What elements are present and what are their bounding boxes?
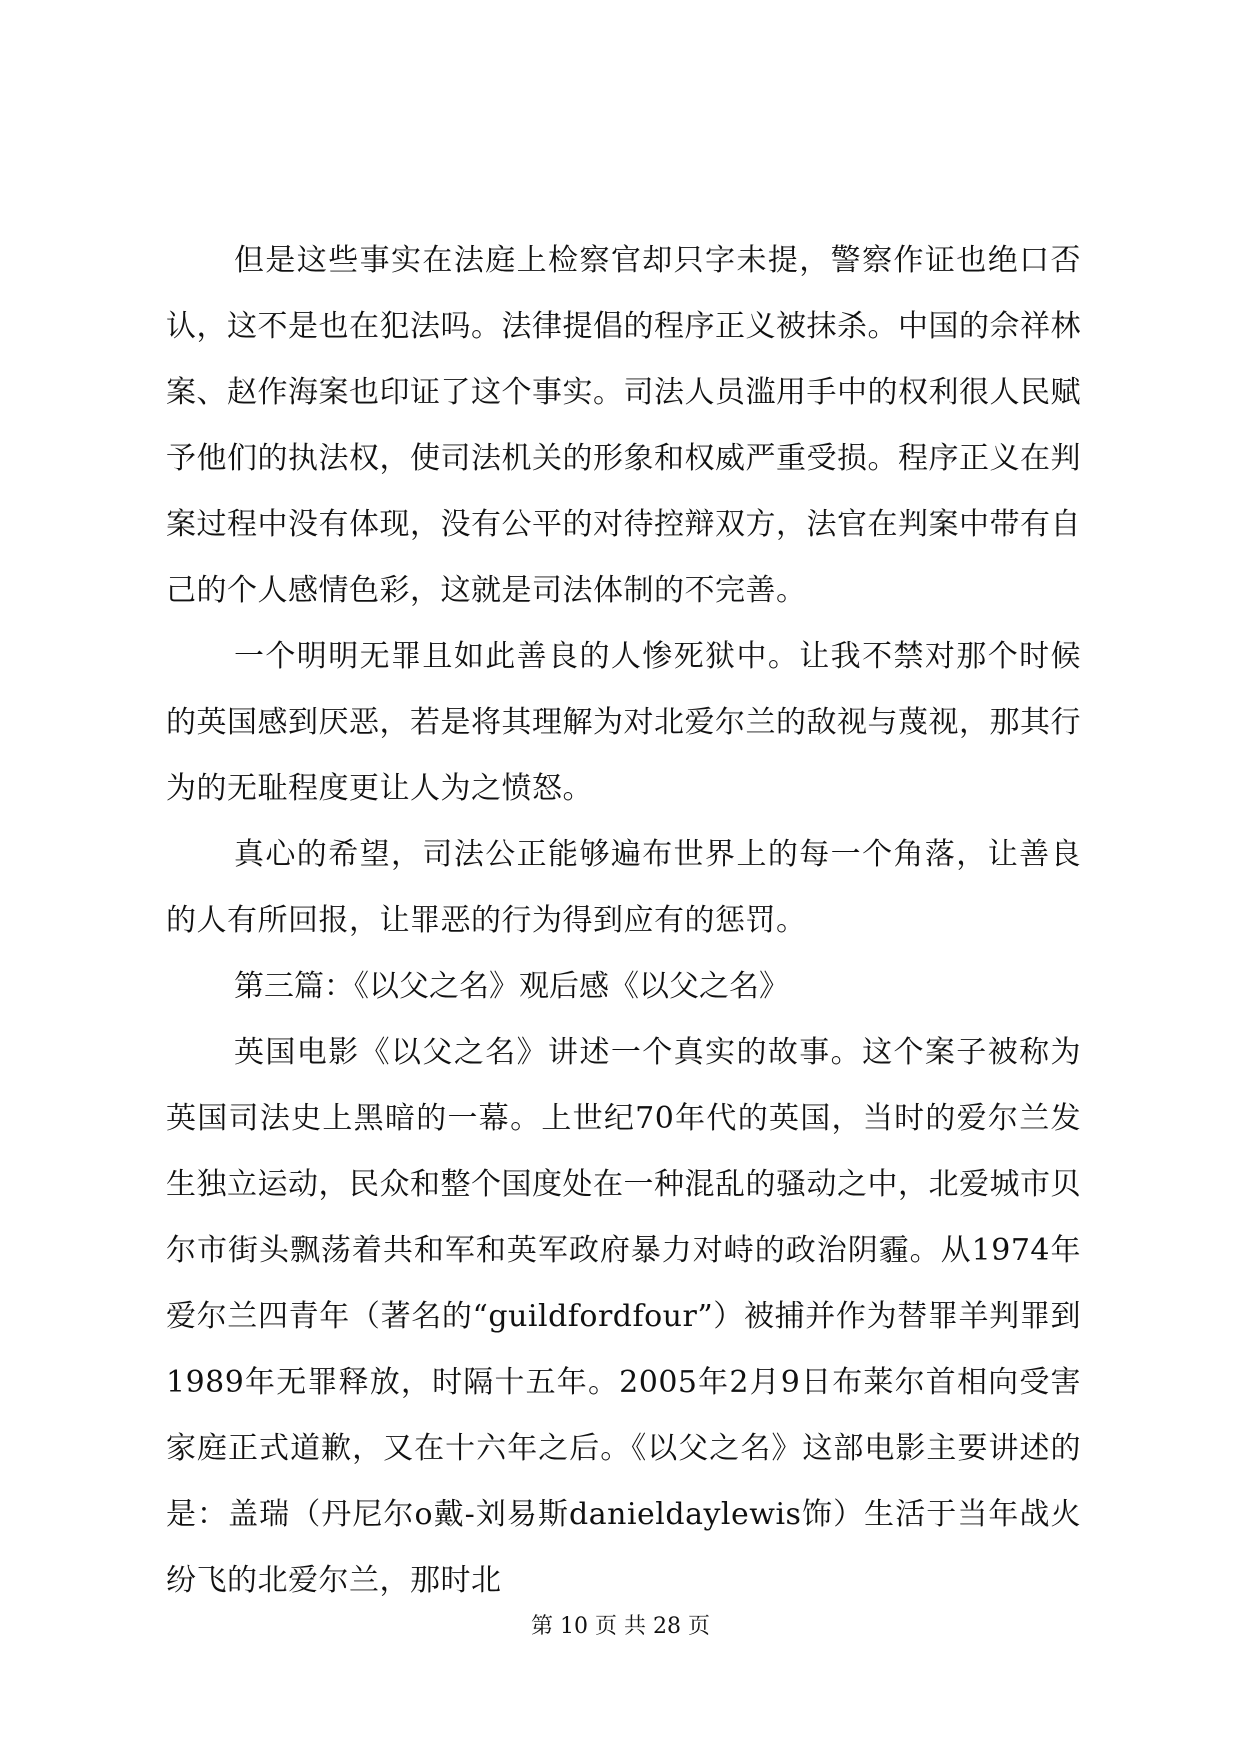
paragraph-film-introduction: 英国电影《以父之名》讲述一个真实的故事。这个案子被称为英国司法史上黑暗的一幕。上世纪70年代的英国，当时的爱尔兰发生独立运动，民众和整个国度处在一种混乱的骚动之中，北爱城市贝尔市街头飘荡着共和军和英军政府暴力对峙的政治阴霾。从1974年爱尔兰四青年（著名的“guildfordfour”）被捕并作为替罪羊判罪到1989年无罪释放，时隔十五年。2005年2月9日布莱尔首相向受害家庭正式道歉，又在十六年之后。《以父之名》这部电影主要讲述的是：盖瑞（丹尼尔o戴-刘易斯danieldaylewis饰）生活于当年战火纷飞的北爱尔兰，那时北 (166, 1035, 1081, 1598)
paragraph-innocent-death: 一个明明无罪且如此善良的人惨死狱中。让我不禁对那个时候的英国感到厌恶，若是将其理解为对北爱尔兰的敌视与蔑视，那其行为的无耻程度更让人为之愤怒。 (166, 639, 1081, 806)
section-heading-part-three: 第三篇：《以父之名》观后感《以父之名》 (234, 969, 789, 1004)
paragraph-judicial-injustice: 但是这些事实在法庭上检察官却只字未提，警察作证也绝口否认，这不是也在犯法吗。法律提倡的程序正义被抹杀。中国的佘祥林案、赵作海案也印证了这个事实。司法人员滥用手中的权利很人民赋予他们的执法权，使司法机关的形象和权威严重受损。程序正义在判案过程中没有体现，没有公平的对待控辩双方，法官在判案中带有自己的个人感情色彩，这就是司法体制的不完善。 (166, 243, 1081, 608)
page-number-footer: 第 10 页 共 28 页 (531, 1614, 710, 1639)
paragraph-hope-for-justice: 真心的希望，司法公正能够遍布世界上的每一个角落，让善良的人有所回报，让罪恶的行为得到应有的惩罚。 (166, 837, 1081, 938)
document-body (166, 228, 1081, 1614)
